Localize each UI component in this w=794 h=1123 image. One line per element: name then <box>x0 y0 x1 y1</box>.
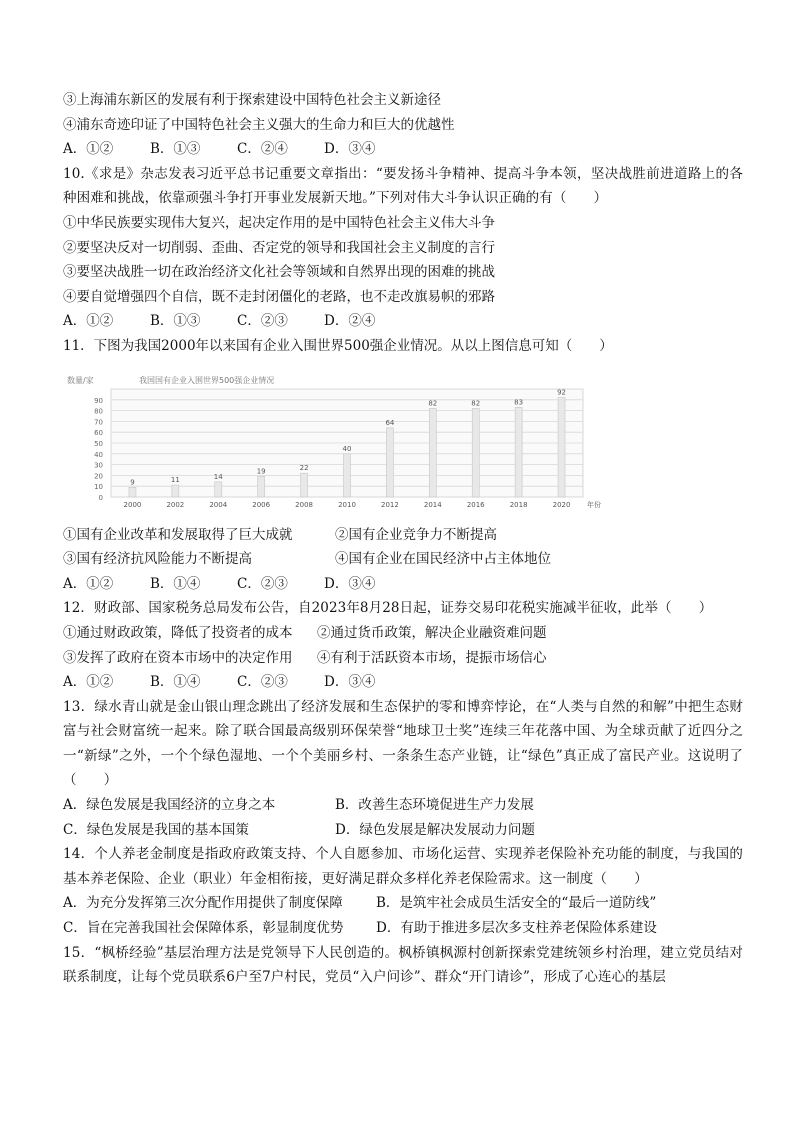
q11-options <box>63 572 743 597</box>
chart-xtick-label: 2008 <box>295 500 314 509</box>
chart-bar <box>386 427 393 496</box>
q14-stem: 14．个人养老金制度是指政府政策支持、个人自愿参加、市场化运营、实现养老保险补充功能的制度，与我国的基本养老保险、企业（职业）年金相衔接，更好满足群众多样化养老保险需求。这一制度（ ） <box>63 846 743 887</box>
chart-title: 我国国有企业入围世界500强企业情况 <box>139 375 275 385</box>
chart-ytick-label: 20 <box>94 471 103 480</box>
chart-ylabel: 数量/家 <box>67 375 94 385</box>
q13-option-b[interactable]: B．改善生态环境促进生产力发展 <box>335 797 534 814</box>
q14-option-d[interactable]: D．有助于推进多层次多支柱养老保险体系建设 <box>376 920 657 937</box>
chart-bar <box>472 408 479 497</box>
q11-items-row-1 <box>63 523 743 548</box>
chart-xtick-label: 2010 <box>338 500 356 509</box>
q9-item-3: ③上海浦东新区的发展有利于探索建设中国特色社会主义新途径 <box>63 92 441 108</box>
q10-option-d[interactable]: D．②④ <box>324 313 376 330</box>
chart-ytick-label: 80 <box>94 407 103 416</box>
q14-options-row-1 <box>63 891 743 916</box>
q11-option-a[interactable]: A．①② <box>63 575 114 592</box>
chart-data-label: 40 <box>342 444 352 453</box>
q11-option-b[interactable]: B．①④ <box>150 575 201 592</box>
q11-items-row-2 <box>63 547 743 572</box>
q11-item-4: ④国有企业在国民经济中占主体地位 <box>335 551 551 568</box>
chart-data-label: 83 <box>514 397 524 406</box>
q9-option-c[interactable]: C．②④ <box>237 141 288 158</box>
chart-xtick-label: 2000 <box>123 500 142 509</box>
chart-data-label: 92 <box>557 388 567 397</box>
q10-item-3: ③要坚决战胜一切在政治经济文化社会等领域和自然界出现的困难的挑战 <box>63 264 495 281</box>
chart-data-label: 9 <box>130 477 135 486</box>
chart-data-label: 19 <box>256 467 266 476</box>
q12-item-4: ④有利于活跃资本市场，提振市场信心 <box>317 649 547 666</box>
q10-item-2: ②要坚决反对一切削弱、歪曲、否定党的领导和我国社会主义制度的言行 <box>63 239 495 256</box>
chart-data-label: 14 <box>213 472 223 481</box>
chart-xtick-label: 2006 <box>252 500 271 509</box>
chart-bar <box>515 407 522 497</box>
q12-stem: 12．财政部、国家税务总局发布公告，自2023年8月28日起，证券交易印花税实施减半征收，此举（ ） <box>63 600 713 617</box>
chart-xtick-label: 2018 <box>509 500 528 509</box>
q10-option-b[interactable]: B．①③ <box>150 313 201 330</box>
q10-stem: 10.《求是》杂志发表习近平总书记重要文章指出：“要发扬斗争精神、提高斗争本领，坚决战胜前进道路上的各种困难和挑战，依靠顽强斗争打开事业发展新天地。”下列对伟大斗争认识正确的有（ ） <box>63 165 743 207</box>
chart-ytick-label: 10 <box>94 482 103 491</box>
q12-options <box>63 670 743 695</box>
q14-option-c[interactable]: C．旨在完善我国社会保障体系，彰显制度优势 <box>63 920 344 937</box>
q9-item-4: ④浦东奇迹印证了中国特色社会主义强大的生命力和巨大的优越性 <box>63 116 455 133</box>
q12-option-b[interactable]: B．①④ <box>150 674 201 691</box>
q9-option-b[interactable]: B．①③ <box>150 141 201 158</box>
q12-item-1: ①通过财政政策，降低了投资者的成本 <box>63 624 293 641</box>
q11-item-2: ②国有企业竞争力不断提高 <box>335 526 497 543</box>
q11-option-c[interactable]: C．②③ <box>237 575 288 592</box>
q12-option-a[interactable]: A．①② <box>63 674 114 691</box>
q13-stem: 13．绿水青山就是金山银山理念跳出了经济发展和生态保护的零和博弈悖论，在“人类与自然的和解”中把生态财富与社会财富统一起来。除了联合国最高级别环保荣誉“地球卫士奖”连续三年花落中国、为全球贡献了近四分之一“新绿”之外，一个个绿色湿地、一个个美丽乡村、一条条生态产业链，让“绿色”真正成了富民产业。这说明了（ ） <box>63 698 743 789</box>
q14-options-row-2 <box>63 916 743 941</box>
q9-options <box>63 137 743 162</box>
chart-svg <box>63 369 623 519</box>
chart-bar <box>558 397 565 496</box>
chart-bar <box>429 408 436 497</box>
q10-item-4: ④要自觉增强四个自信，既不走封闭僵化的老路，也不走改旗易帜的邪路 <box>63 288 495 305</box>
q10-option-a[interactable]: A．①② <box>63 313 114 330</box>
q10-options <box>63 309 743 334</box>
chart-bar <box>258 476 265 497</box>
q11-stem: 11．下图为我国2000年以来国有企业入围世界500强企业情况。从以上图信息可知（ ） <box>63 337 613 354</box>
q12-items-row-1 <box>63 621 743 646</box>
chart-data-label: 11 <box>170 475 180 484</box>
q13-options-row-2 <box>63 818 743 843</box>
q12-items-row-2 <box>63 646 743 671</box>
chart-bar <box>172 485 179 497</box>
chart-ytick-label: 30 <box>94 461 103 470</box>
chart-bar <box>129 487 136 497</box>
chart-data-label: 82 <box>428 398 438 407</box>
chart-ytick-label: 60 <box>94 428 103 437</box>
q13-options-row-1 <box>63 793 743 818</box>
chart-bar <box>301 473 308 497</box>
q13-option-d[interactable]: D．绿色发展是解决发展动力问题 <box>335 821 535 838</box>
q12-option-d[interactable]: D．③④ <box>324 674 376 691</box>
chart-ytick-label: 90 <box>94 396 103 405</box>
chart-data-label: 64 <box>385 418 395 427</box>
q9-option-d[interactable]: D．③④ <box>324 141 376 158</box>
chart-bar <box>344 453 351 496</box>
chart-xtick-label: 2012 <box>380 500 399 509</box>
chart-data-label: 82 <box>471 398 481 407</box>
chart-data-label: 22 <box>299 463 309 472</box>
q11-item-1: ①国有企业改革和发展取得了巨大成就 <box>63 526 293 543</box>
chart-xtick-label: 2004 <box>209 500 228 509</box>
chart-bar <box>215 481 222 496</box>
q10-option-c[interactable]: C．②③ <box>237 313 288 330</box>
q15-stem: 15．“枫桥经验”基层治理方法是党领导下人民创造的。枫桥镇枫源村创新探索党建统领乡村治理，建立党员结对联系制度，让每个党员联系6户至7户村民，党员“入户问诊”、群众“开门请诊”，形成了心连心的基层 <box>63 944 743 986</box>
q13-option-c[interactable]: C．绿色发展是我国的基本国策 <box>63 821 249 838</box>
chart-xlabel: 年份 <box>587 500 601 509</box>
exam-page <box>63 88 743 990</box>
chart-xtick-label: 2014 <box>423 500 442 509</box>
q10-item-1: ①中华民族要实现伟大复兴，起决定作用的是中国特色社会主义伟大斗争 <box>63 214 495 231</box>
chart-ytick-label: 50 <box>94 439 103 448</box>
q12-item-3: ③发挥了政府在资本市场中的决定作用 <box>63 649 293 666</box>
chart-xtick-label: 2002 <box>166 500 185 509</box>
chart-ytick-label: 0 <box>98 493 103 502</box>
chart-xtick-label: 2020 <box>552 500 571 509</box>
chart-ytick-label: 40 <box>94 450 103 459</box>
q13-option-a[interactable]: A．绿色发展是我国经济的立身之本 <box>63 797 276 814</box>
chart-xtick-label: 2016 <box>466 500 485 509</box>
chart-ytick-label: 70 <box>94 417 103 426</box>
q9-option-a[interactable]: A．①② <box>63 141 114 158</box>
q12-item-2: ②通过货币政策，解决企业融资难问题 <box>317 624 547 641</box>
q11-item-3: ③国有经济抗风险能力不断提高 <box>63 551 252 568</box>
q14-option-a[interactable]: A．为充分发挥第三次分配作用提供了制度保障 <box>63 895 343 912</box>
q11-option-d[interactable]: D．③④ <box>324 575 376 592</box>
soe-bar-chart <box>63 369 623 519</box>
q14-option-b[interactable]: B．是筑牢社会成员生活安全的“最后一道防线” <box>376 895 657 912</box>
q12-option-c[interactable]: C．②③ <box>237 674 288 691</box>
